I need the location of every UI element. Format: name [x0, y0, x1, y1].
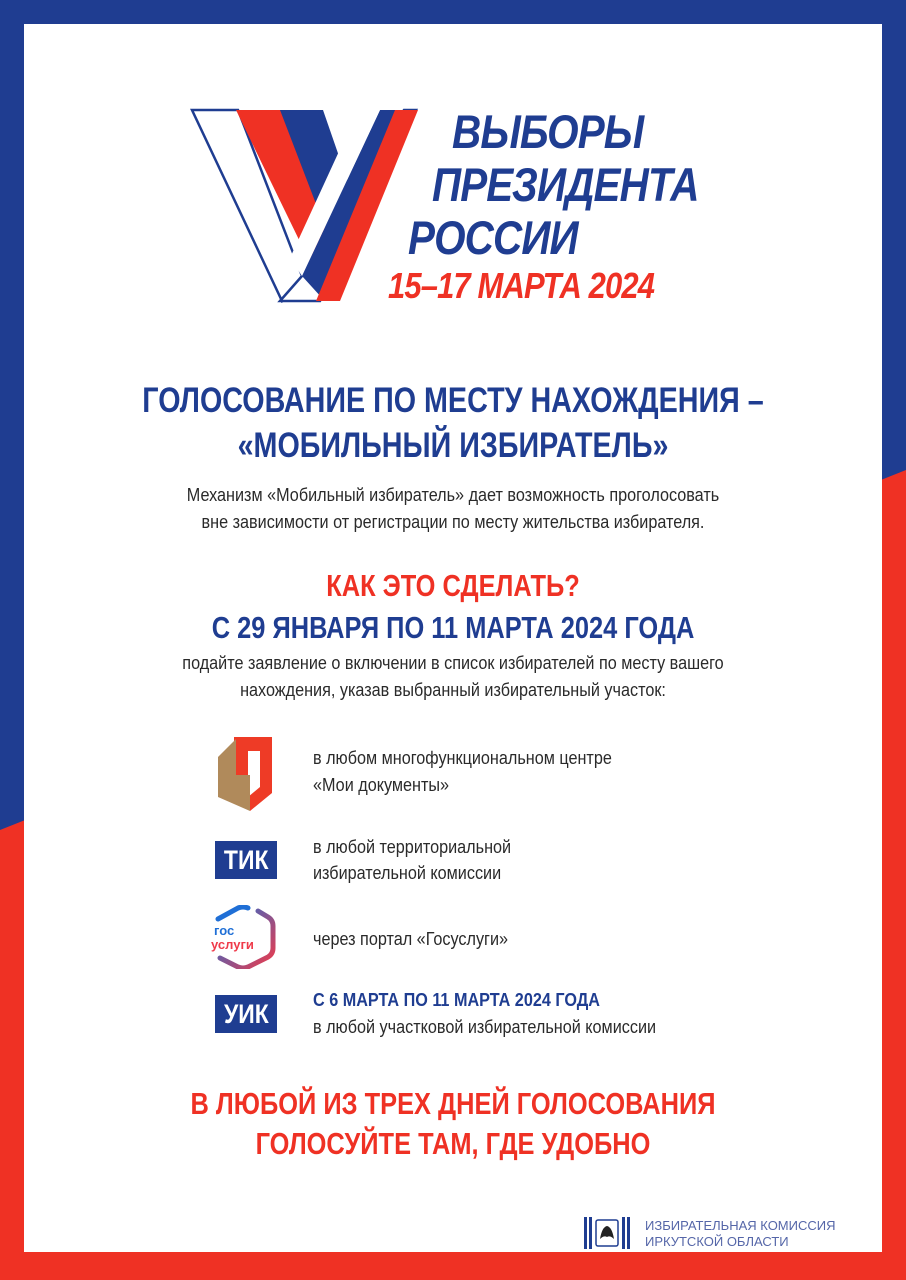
svg-text:гос: гос [214, 923, 235, 938]
logo-title-line1: ВЫБОРЫ [452, 105, 644, 158]
logo-title-line2: ПРЕЗИДЕНТА [432, 158, 699, 211]
gosuslugi-logo-icon [208, 905, 278, 969]
how-text-line2: нахождения, указав выбранный избирательный участок: [240, 680, 666, 700]
irkutsk-emblem-icon [584, 1217, 630, 1249]
how-text-line1: подайте заявление о включении в список избирателей по месту вашего [182, 653, 724, 673]
uik-text-line2: в любой участковой избирательной комиссии [313, 1017, 657, 1037]
intro-line2: вне зависимости от регистрации по месту жительства избирателя. [201, 512, 705, 532]
election-v-logo-icon [190, 108, 420, 303]
uik-badge: УИК [215, 995, 277, 1033]
footer-line2: ИРКУТСКОЙ ОБЛАСТИ [645, 1234, 789, 1249]
logo-election-date: 15–17 МАРТА 2024 [388, 265, 655, 306]
mfc-logo-icon [216, 735, 274, 811]
uik-text-line1: С 6 МАРТА ПО 11 МАРТА 2024 ГОДА [313, 990, 600, 1010]
svg-text:услуги: услуги [211, 937, 254, 952]
tik-text-line1: в любой территориальной [313, 837, 512, 857]
main-heading-line2: «МОБИЛЬНЫЙ ИЗБИРАТЕЛЬ» [237, 426, 669, 465]
how-question: КАК ЭТО СДЕЛАТЬ? [326, 568, 580, 603]
mfc-text-line2: «Мои документы» [313, 775, 450, 795]
intro-line1: Механизм «Мобильный избиратель» дает возможность проголосовать [186, 485, 720, 505]
tik-badge: ТИК [215, 841, 277, 879]
closing-line2: ГОЛОСУЙТЕ ТАМ, ГДЕ УДОБНО [255, 1126, 651, 1161]
main-heading-line1: ГОЛОСОВАНИЕ ПО МЕСТУ НАХОЖДЕНИЯ – [142, 381, 764, 420]
logo-title-line3: РОССИИ [408, 211, 578, 264]
footer-line1: ИЗБИРАТЕЛЬНАЯ КОМИССИЯ [645, 1218, 836, 1233]
gos-text-line1: через портал «Госуслуги» [313, 929, 509, 949]
tik-text-line2: избирательной комиссии [313, 863, 502, 883]
how-period: С 29 ЯНВАРЯ ПО 11 МАРТА 2024 ГОДА [211, 610, 695, 645]
closing-line1: В ЛЮБОЙ ИЗ ТРЕХ ДНЕЙ ГОЛОСОВАНИЯ [190, 1086, 716, 1121]
mfc-text-line1: в любом многофункциональном центре [313, 748, 612, 768]
